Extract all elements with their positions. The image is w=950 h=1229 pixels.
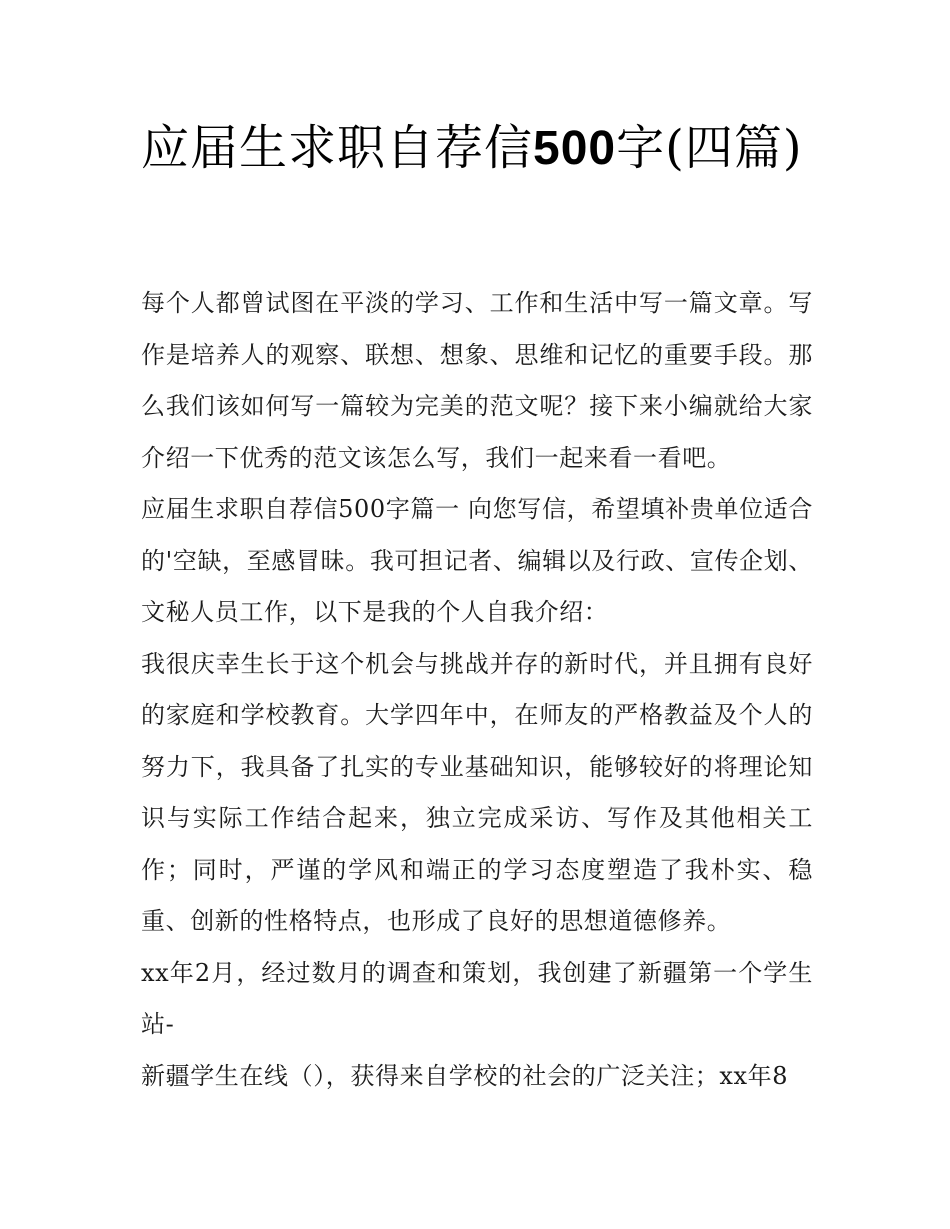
paragraph-intro: 每个人都曾试图在平淡的学习、工作和生活中写一篇文章。写作是培养人的观察、联想、想象、思维和记忆的重要手段。那么我们该如何写一篇较为完美的范文呢？接下来小编就给大家介绍一下优秀的范文该怎么写，我们一起来看一看吧。 xyxy=(141,289,813,472)
paragraph-education: 我很庆幸生长于这个机会与挑战并存的新时代，并且拥有良好的家庭和学校教育。大学四年中，在师友的严格教益及个人的努力下，我具备了扎实的专业基础知识，能够较好的将理论知识与实际工作结合起来，独立完成采访、写作及其他相关工作；同时，严谨的学风和端正的学习态度塑造了我朴实、稳重、创新的性格特点，也形成了良好的思想道德修养。 xyxy=(141,649,813,935)
title-text-part1: 应届生求职自荐信 xyxy=(141,120,534,176)
paragraph-website-attention: 新疆学生在线（），获得来自学校的社会的广泛关注；xx年8 xyxy=(141,1061,789,1090)
paragraph-letter-opening: 应届生求职自荐信500字篇一 向您写信，希望填补贵单位适合的'空缺，至感冒昧。我可担记者、编辑以及行政、宣传企划、文秘人员工作，以下是我的个人自我介绍： xyxy=(141,495,813,626)
title-text-part2: 字(四篇) xyxy=(616,120,803,176)
document-title xyxy=(141,112,821,185)
title-number: 500 xyxy=(533,122,617,175)
paragraph-website-founding: xx年2月，经过数月的调查和策划，我创建了新疆第一个学生站- xyxy=(141,958,813,1038)
document-body xyxy=(141,278,813,1102)
